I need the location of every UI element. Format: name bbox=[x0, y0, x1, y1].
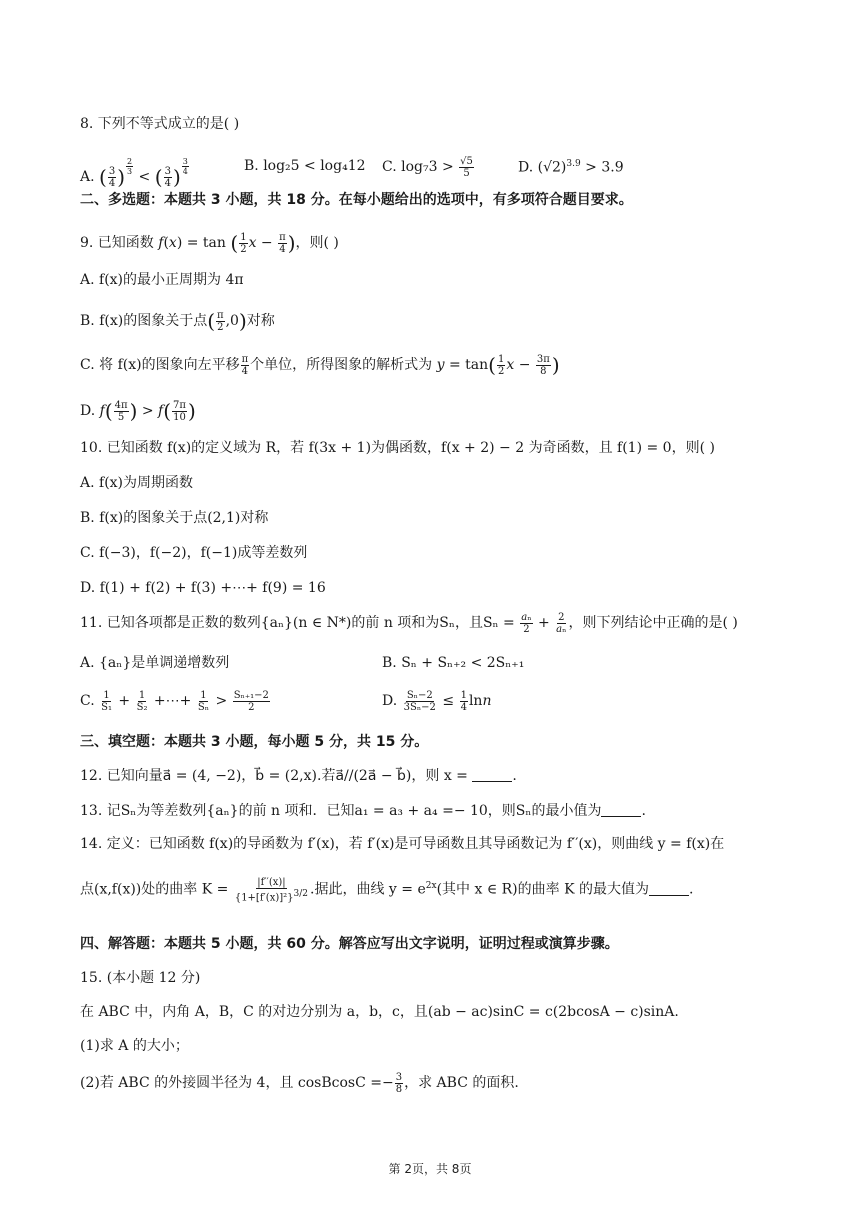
q9-option-b: B. f(x)的图象关于点( $\frac{\pi}{2}$ ,0)对称 bbox=[80, 309, 275, 333]
q11-option-a: A. {aₙ}是单调递增数列 bbox=[80, 655, 230, 671]
q8-option-c: C. log₇3 > $\frac{√5}{5}$ bbox=[382, 155, 473, 179]
page-footer: 第 2页，共 8页 bbox=[388, 1162, 472, 1176]
q11-option-b: B. Sₙ + Sₙ₊₂ < 2Sₙ₊₁ bbox=[382, 655, 525, 671]
q11-stem: 11. 已知各项都是正数的数列{aₙ}(n ∈ N*)的前 n 项和为Sₙ，且Sₙ = $\frac{\text{aₙ}}{2}$ + $\frac{2}{\text{aₙ}}$ ，则下列结论中正确的是( ) bbox=[80, 611, 738, 635]
q14-line2: 点(x,f(x))处的曲率 K = $\frac{|f''(x)|}{\{1+[f'(x)]^2\}^{3/2}}$ .据此，曲线 $y = e^{2x}$(其中 x ∈ R)的曲率 K 的最大值为 . bbox=[80, 876, 694, 903]
q8-stem: 8. 下列不等式成立的是( ) bbox=[80, 116, 240, 132]
q15-heading: 15. (本小题 12 分) bbox=[80, 970, 201, 986]
q15-part-2: (2)若 ABC 的外接圆半径为 4，且 cosBcosC =− $\frac{3}{8}$ ，求 ABC 的面积. bbox=[80, 1071, 519, 1095]
q12: 12. 已知向量a⃗ = (4, −2)，b⃗ = (2,x).若a⃗//(2a⃗ − b⃗)，则 x = . bbox=[80, 768, 517, 784]
q15-body: 在 ABC 中，内角 A，B，C 的对边分别为 a，b，c，且(ab − ac)sinC = c(2bcosA − c)sinA. bbox=[80, 1004, 679, 1020]
q14-line1: 14. 定义：已知函数 f(x)的导函数为 f′(x)，若 f′(x)是可导函数且其导函数记为 f′′(x)，则曲线 y = f(x)在 bbox=[80, 836, 725, 852]
q9-option-c: C. 将 f(x)的图象向左平移 $\frac{\pi}{4}$ 个单位，所得图象的解析式为 y = tan( $\frac{1}{2}$ x − $\frac{3\pi}{8}$ ) bbox=[80, 353, 560, 377]
q10-option-a: A. f(x)为周期函数 bbox=[80, 475, 194, 491]
q8-option-d: D. $(√2)^{3.9} > 3.9$ bbox=[518, 159, 624, 176]
q11-option-d: D. $\frac{\text{Sₙ−2}}{\text{3Sₙ−2}}$ ≤ $\frac{1}{4}$ lnn bbox=[382, 689, 492, 713]
q15-part-1: (1)求 A 的大小； bbox=[80, 1038, 189, 1054]
q13: 13. 记Sₙ为等差数列{aₙ}的前 n 项和．已知a₁ = a₃ + a₄ =− 10，则Sₙ的最小值为 . bbox=[80, 803, 646, 819]
q10-stem: 10. 已知函数 f(x)的定义域为 R，若 f(3x + 1)为偶函数，f(x + 2) − 2 为奇函数，且 f(1) = 0，则( ) bbox=[80, 440, 715, 456]
q13-answer-blank[interactable] bbox=[601, 802, 641, 817]
q10-option-c: C. f(−3)，f(−2)，f(−1)成等差数列 bbox=[80, 545, 308, 561]
q9-option-a: A. f(x)的最小正周期为 4π bbox=[80, 272, 244, 288]
q10-option-b: B. f(x)的图象关于点(2,1)对称 bbox=[80, 510, 269, 526]
q8-option-b: B. log₂5 < log₄12 bbox=[244, 158, 366, 174]
q12-answer-blank[interactable] bbox=[472, 767, 512, 782]
q9-stem: 9. 已知函数 f(x) = tan ( $\frac{1}{2}$ x − $\frac{\pi}{4}$ )，则( ) bbox=[80, 231, 339, 255]
q9-option-d: D. f( $\frac{4\pi}{5}$ ) > f( $\frac{7\pi}{10}$ ) bbox=[80, 399, 196, 423]
section-4-heading: 四、解答题：本题共 5 小题，共 60 分。解答应写出文字说明，证明过程或演算步骤。 bbox=[80, 936, 619, 952]
q8-option-a: A. ( $\frac{3}{4}$ ) $^{\frac{2}{3}}$ < ( $\frac{3}{4}$ ) $^{\frac{3}{4}}$ bbox=[80, 157, 188, 189]
section-2-heading: 二、多选题：本题共 3 小题，共 18 分。在每小题给出的选项中，有多项符合题目要求。 bbox=[80, 192, 633, 208]
q11-option-c: C. $\frac{1}{\text{S₁}}$ + $\frac{1}{\text{S₂}}$ +⋯+ $\frac{1}{\text{Sₙ}}$ > $\frac{\text{Sₙ₊₁−2}}{2}$ bbox=[80, 689, 269, 713]
q14-answer-blank[interactable] bbox=[649, 881, 689, 896]
section-3-heading: 三、填空题：本题共 3 小题，每小题 5 分，共 15 分。 bbox=[80, 734, 429, 750]
q10-option-d: D. f(1) + f(2) + f(3) +⋯+ f(9) = 16 bbox=[80, 580, 326, 596]
